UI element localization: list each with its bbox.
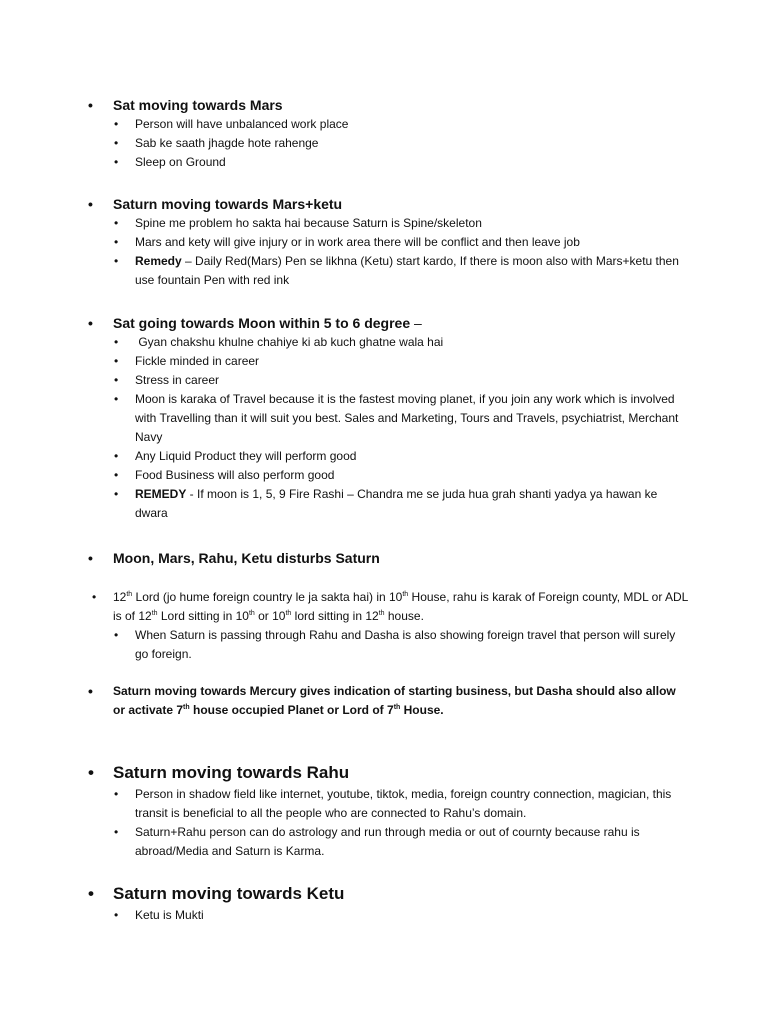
section-heading: • Moon, Mars, Rahu, Ketu disturbs Saturn — [88, 550, 380, 566]
remedy-item: • Remedy – Daily Red(Mars) Pen se likhna (Ketu) start kardo, If there is moon also with Mars+ketu then use fountain Pen with red ink — [114, 254, 679, 287]
list-item: • Person will have unbalanced work place — [114, 117, 349, 131]
list-item: • Gyan chakshu khulne chahiye ki ab kuch ghatne wala hai — [114, 335, 444, 349]
section-twelfth-lord — [88, 588, 688, 664]
list-item: • Spine me problem ho sakta hai because Saturn is Spine/skeleton — [114, 216, 482, 230]
section-heading: • Saturn moving towards Mercury gives indication of starting business, but Dasha should also allow or activate 7th house occupied Planet or Lord of 7th House. — [88, 683, 676, 717]
section-sat-moon — [88, 313, 688, 523]
section-saturn-rahu — [88, 761, 688, 861]
list-item: • Fickle minded in career — [114, 354, 260, 368]
section-disturbs-saturn — [88, 548, 688, 568]
section-sat-mars — [88, 95, 688, 172]
bullet-list — [88, 626, 688, 664]
bullet-list — [88, 214, 688, 290]
section-heading: • Saturn moving towards Ketu — [88, 884, 345, 903]
section-heading: • Sat going towards Moon within 5 to 6 degree – — [88, 315, 422, 331]
list-item: • Person in shadow field like internet, youtube, tiktok, media, foreign country connection, magician, this transit is beneficial to all the people who are connected to Rahu’s domain. — [114, 787, 672, 820]
list-item: • Mars and kety will give injury or in work area there will be conflict and then leave job — [114, 235, 580, 249]
list-item: • Ketu is Mukti — [114, 908, 204, 922]
section-heading: • Saturn moving towards Rahu — [88, 763, 350, 782]
bullet-list — [88, 333, 688, 523]
section-saturn-mars-ketu — [88, 194, 688, 290]
list-item: • Sab ke saath jhagde hote rahenge — [114, 136, 319, 150]
list-item: • 12th Lord (jo hume foreign country le ja sakta hai) in 10th House, rahu is karak of Foreign county, MDL or ADL is of 12th Lord sitting in 10th or 10th lord sitting in 12th house. — [92, 590, 688, 623]
list-item: • Any Liquid Product they will perform good — [114, 449, 357, 463]
bullet-list — [88, 785, 688, 861]
list-item: • Food Business will also perform good — [114, 468, 335, 482]
remedy-item: • REMEDY - If moon is 1, 5, 9 Fire Rashi – Chandra me se juda hua grah shanti yadya ya hawan ke dwara — [114, 487, 658, 520]
section-heading: • Saturn moving towards Mars+ketu — [88, 196, 343, 212]
section-heading: • Sat moving towards Mars — [88, 97, 283, 113]
bullet-list — [88, 115, 688, 172]
bullet: • — [88, 97, 93, 113]
list-item: • Saturn+Rahu person can do astrology and run through media or out of cournty because rahu is abroad/Media and Saturn is Karma. — [114, 825, 640, 858]
section-saturn-ketu — [88, 882, 688, 925]
list-item: • Stress in career — [114, 373, 220, 387]
bullet-list — [88, 588, 688, 626]
list-item: • Sleep on Ground — [114, 155, 226, 169]
bullet-list — [88, 906, 688, 925]
list-item: • Moon is karaka of Travel because it is the fastest moving planet, if you join any work which is involved with Travelling than it will suit you best. Sales and Marketing, Tours and Travels, psychiatrist, Merchant Navy — [114, 392, 679, 444]
section-saturn-mercury — [88, 682, 688, 720]
list-item: • When Saturn is passing through Rahu and Dasha is also showing foreign travel that person will surely go foreign. — [114, 628, 676, 661]
